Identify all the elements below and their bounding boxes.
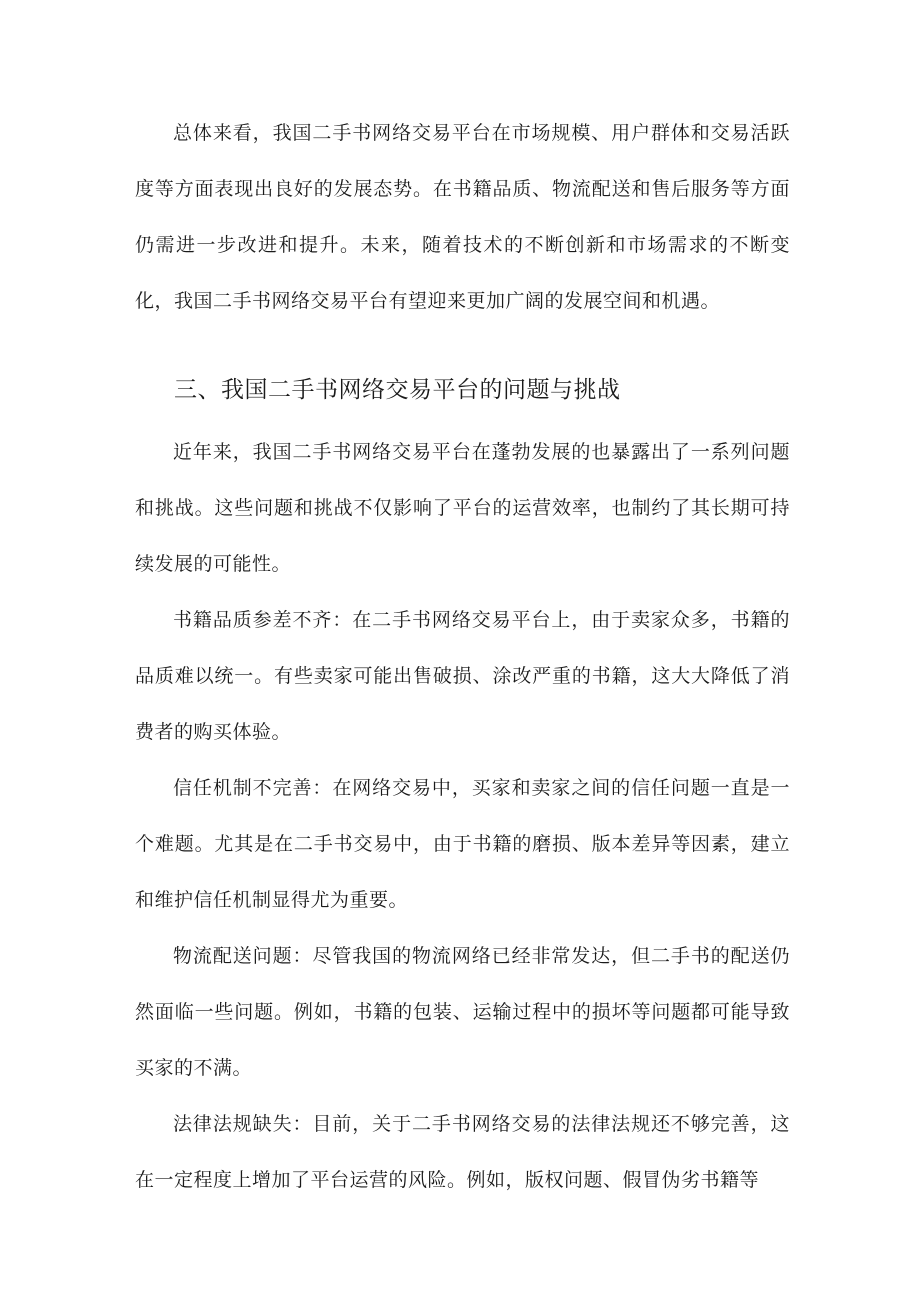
intro-paragraph: 近年来，我国二手书网络交易平台在蓬勃发展的也暴露出了一系列问题和挑战。这些问题和挑战不仅影响了平台的运营效率，也制约了其长期可持续发展的可能性。 [135,441,790,575]
logistics-paragraph: 物流配送问题：尽管我国的物流网络已经非常发达，但二手书的配送仍然面临一些问题。例如，书籍的包装、运输过程中的损坏等问题都可能导致买家的不满。 [135,945,790,1079]
summary-paragraph: 总体来看，我国二手书网络交易平台在市场规模、用户群体和交易活跃度等方面表现出良好的发展态势。在书籍品质、物流配送和售后服务等方面仍需进一步改进和提升。未来，随着技术的不断创新和市场需求的不断变化，我国二手书网络交易平台有望迎来更加广阔的发展空间和机遇。 [135,122,790,312]
trust-mechanism-paragraph: 信任机制不完善：在网络交易中，买家和卖家之间的信任问题一直是一个难题。尤其是在二手书交易中，由于书籍的磨损、版本差异等因素，建立和维护信任机制显得尤为重要。 [135,777,790,911]
section-heading: 三、我国二手书网络交易平台的问题与挑战 [174,377,621,403]
legal-paragraph: 法律法规缺失：目前，关于二手书网络交易的法律法规还不够完善，这在一定程度上增加了平台运营的风险。例如，版权问题、假冒伪劣书籍等 [135,1113,790,1191]
book-quality-paragraph: 书籍品质参差不齐：在二手书网络交易平台上，由于卖家众多，书籍的品质难以统一。有些卖家可能出售破损、涂改严重的书籍，这大大降低了消费者的购买体验。 [135,609,790,743]
